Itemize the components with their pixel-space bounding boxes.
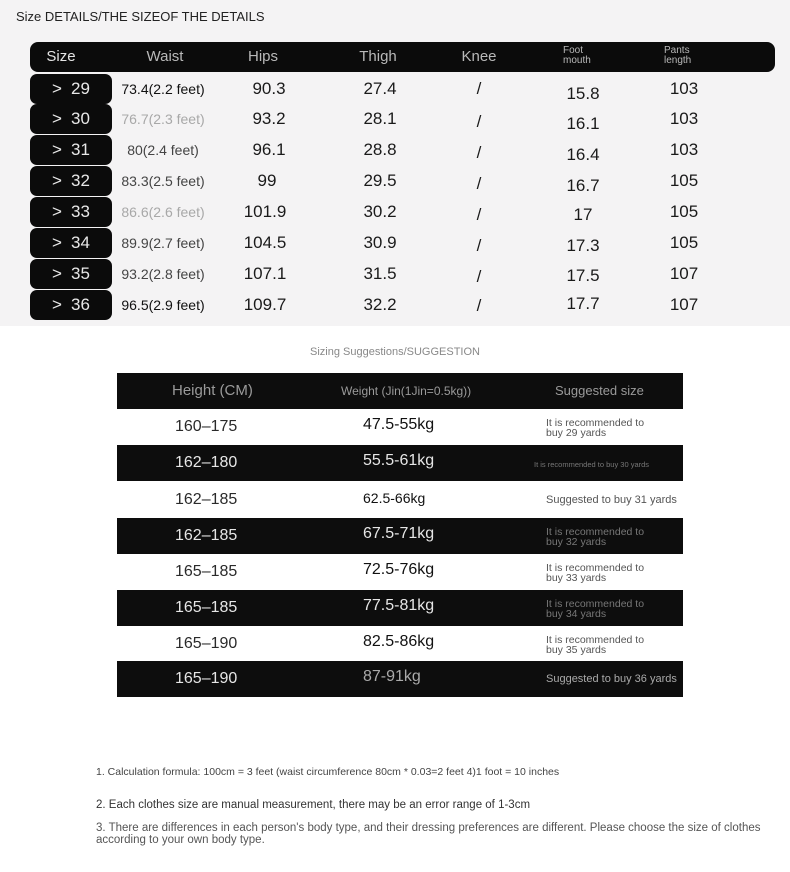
size-value: 29: [71, 79, 90, 98]
pants-length-value: 103: [669, 79, 699, 98]
suggestion-row: [117, 626, 683, 662]
arrow-icon: >: [52, 264, 62, 283]
note-calculation-formula: 1. Calculation formula: 100cm = 3 feet (waist circumference 80cm * 0.03=2 feet 4)1 foot = 10 inches: [96, 766, 560, 778]
suggested-size-line2: buy 35 yards: [546, 644, 607, 656]
arrow-icon: >: [52, 109, 62, 128]
suggested-size-line1: It is recommended to: [546, 634, 645, 646]
note-body-type: 3. There are differences in each person's body type, and their dressing preferences are different. Please choose the size of clothes according to your own body type.: [96, 822, 761, 846]
suggested-size: It is recommended to buy 30 yards: [534, 460, 650, 469]
thigh-value: 30.2: [363, 202, 397, 221]
thigh-value: 27.4: [363, 79, 397, 98]
hips-value: 96.1: [252, 140, 286, 159]
suggestion-row: [117, 445, 683, 481]
height-range: 165–190: [175, 670, 238, 687]
waist-value: 93.2(2.8 feet): [121, 266, 205, 282]
weight-range: 87-91kg: [363, 668, 421, 685]
hips-value: 99: [257, 171, 277, 190]
knee-value: /: [476, 267, 482, 286]
weight-range: 62.5-66kg: [363, 490, 426, 506]
header-foot-mouth: [563, 46, 591, 66]
suggested-size: [546, 599, 656, 619]
hips-value: 101.9: [243, 202, 287, 221]
arrow-icon: >: [52, 171, 62, 190]
header-weight: Weight (Jin(1Jin=0.5kg)): [341, 384, 472, 398]
hips-value: 90.3: [252, 79, 286, 98]
header-waist: Waist: [146, 48, 184, 65]
weight-range: 67.5-71kg: [363, 525, 435, 542]
height-range: 165–190: [175, 635, 238, 652]
thigh-value: 28.8: [363, 140, 397, 159]
thigh-value: 30.9: [363, 233, 397, 252]
size-row: [0, 290, 790, 320]
size-row: [0, 74, 790, 104]
arrow-icon: >: [52, 79, 62, 98]
knee-value: /: [476, 112, 482, 131]
suggested-size: Suggested to buy 31 yards: [546, 494, 677, 506]
waist-value: 76.7(2.3 feet): [121, 111, 205, 127]
suggestion-row: [117, 661, 683, 697]
waist-value: 96.5(2.9 feet): [121, 297, 205, 313]
height-range: 165–185: [175, 599, 238, 616]
suggestion-row: [117, 554, 683, 590]
suggestions-header: [117, 373, 683, 409]
suggested-size-line2: buy 29 yards: [546, 427, 607, 439]
suggested-size: [546, 563, 656, 583]
suggested-size-line1: It is recommended to: [546, 526, 645, 538]
size-value: 34: [71, 233, 90, 252]
size-row: [0, 228, 790, 258]
size-badge: [30, 135, 112, 165]
suggested-size-line1: It is recommended to: [546, 562, 645, 574]
foot-mouth-value: 17.3: [566, 236, 600, 255]
weight-range: 55.5-61kg: [363, 452, 435, 469]
thigh-value: 29.5: [363, 171, 397, 190]
weight-range: 82.5-86kg: [363, 633, 435, 650]
waist-value: 80(2.4 feet): [127, 142, 199, 158]
waist-value: 83.3(2.5 feet): [121, 173, 205, 189]
arrow-icon: >: [52, 202, 62, 221]
size-value: 31: [71, 140, 90, 159]
size-row: [0, 259, 790, 289]
knee-value: /: [476, 205, 482, 224]
pants-length-value: 107: [669, 264, 699, 283]
foot-mouth-value: 16.7: [566, 176, 600, 195]
thigh-value: 31.5: [363, 264, 397, 283]
size-row: [0, 197, 790, 227]
waist-value: 89.9(2.7 feet): [121, 235, 205, 251]
size-row: [0, 135, 790, 165]
knee-value: /: [476, 174, 482, 193]
hips-value: 109.7: [243, 295, 287, 314]
pants-length-value: 103: [669, 140, 699, 159]
arrow-icon: >: [52, 233, 62, 252]
waist-value: 73.4(2.2 feet): [121, 81, 205, 97]
size-badge: [30, 74, 112, 104]
hips-value: 107.1: [243, 264, 287, 283]
header-knee: Knee: [461, 48, 497, 65]
size-row: [0, 166, 790, 196]
suggested-size: [546, 418, 656, 438]
pants-length-value: 105: [669, 171, 699, 190]
header-size: Size: [46, 48, 76, 65]
size-value: 35: [71, 264, 90, 283]
size-badge: [30, 290, 112, 320]
height-range: 165–185: [175, 563, 238, 580]
thigh-value: 28.1: [363, 109, 397, 128]
pants-length-value: 107: [669, 295, 699, 314]
height-range: 162–185: [175, 527, 238, 544]
suggestion-row: [117, 409, 683, 445]
suggestion-row: [117, 590, 683, 626]
suggested-size-line2: buy 32 yards: [546, 536, 607, 548]
size-badge: [30, 104, 112, 134]
arrow-icon: >: [52, 140, 62, 159]
header-foot-mouth-line1: Foot: [563, 45, 584, 56]
waist-value: 86.6(2.6 feet): [121, 204, 205, 220]
header-pants-length-line2: length: [664, 55, 692, 66]
foot-mouth-value: 17: [573, 205, 593, 224]
foot-mouth-value: 17.5: [566, 266, 600, 285]
header-pants-length: [664, 46, 691, 66]
suggested-size-line1: It is recommended to: [546, 417, 645, 429]
height-range: 162–180: [175, 454, 238, 471]
header-hips: Hips: [247, 48, 279, 65]
foot-mouth-value: 16.4: [566, 145, 600, 164]
pants-length-value: 103: [669, 109, 699, 128]
suggestion-row: [117, 518, 683, 554]
size-table-header: [30, 42, 775, 72]
header-pants-length-line1: Pants: [664, 45, 690, 56]
size-badge: [30, 166, 112, 196]
height-range: 162–185: [175, 491, 238, 508]
knee-value: /: [476, 296, 482, 315]
knee-value: /: [476, 143, 482, 162]
pants-length-value: 105: [669, 233, 699, 252]
hips-value: 104.5: [243, 233, 287, 252]
size-badge: [30, 197, 112, 227]
foot-mouth-value: 17.7: [566, 294, 600, 313]
suggested-size-line1: It is recommended to: [546, 598, 645, 610]
size-value: 33: [71, 202, 90, 221]
suggested-size-line2: buy 34 yards: [546, 608, 607, 620]
suggestions-title: Sizing Suggestions/SUGGESTION: [310, 346, 480, 358]
header-height: Height (CM): [172, 382, 253, 399]
page-title: Size DETAILS/THE SIZEOF THE DETAILS: [16, 9, 265, 24]
weight-range: 47.5-55kg: [363, 416, 435, 433]
knee-value: /: [476, 236, 482, 255]
height-range: 160–175: [175, 418, 238, 435]
size-value: 32: [71, 171, 90, 190]
size-badge: [30, 228, 112, 258]
note-measurement-error: 2. Each clothes size are manual measurement, there may be an error range of 1-3cm: [96, 799, 531, 811]
header-suggested-size: Suggested size: [555, 383, 644, 398]
header-thigh: Thigh: [359, 48, 397, 65]
size-value: 36: [71, 295, 90, 314]
suggested-size: [546, 635, 656, 655]
suggested-size-line2: buy 33 yards: [546, 572, 607, 584]
foot-mouth-value: 16.1: [566, 114, 600, 133]
suggested-size: Suggested to buy 36 yards: [546, 673, 677, 685]
weight-range: 77.5-81kg: [363, 597, 435, 614]
weight-range: 72.5-76kg: [363, 561, 435, 578]
hips-value: 93.2: [252, 109, 286, 128]
size-value: 30: [71, 109, 90, 128]
header-foot-mouth-line2: mouth: [563, 55, 591, 66]
knee-value: /: [476, 79, 482, 98]
suggested-size: [546, 527, 656, 547]
size-badge: [30, 259, 112, 289]
pants-length-value: 105: [669, 202, 699, 221]
thigh-value: 32.2: [363, 295, 397, 314]
size-row: [0, 104, 790, 134]
foot-mouth-value: 15.8: [566, 84, 600, 103]
suggestion-row: [117, 482, 683, 518]
arrow-icon: >: [52, 295, 62, 314]
